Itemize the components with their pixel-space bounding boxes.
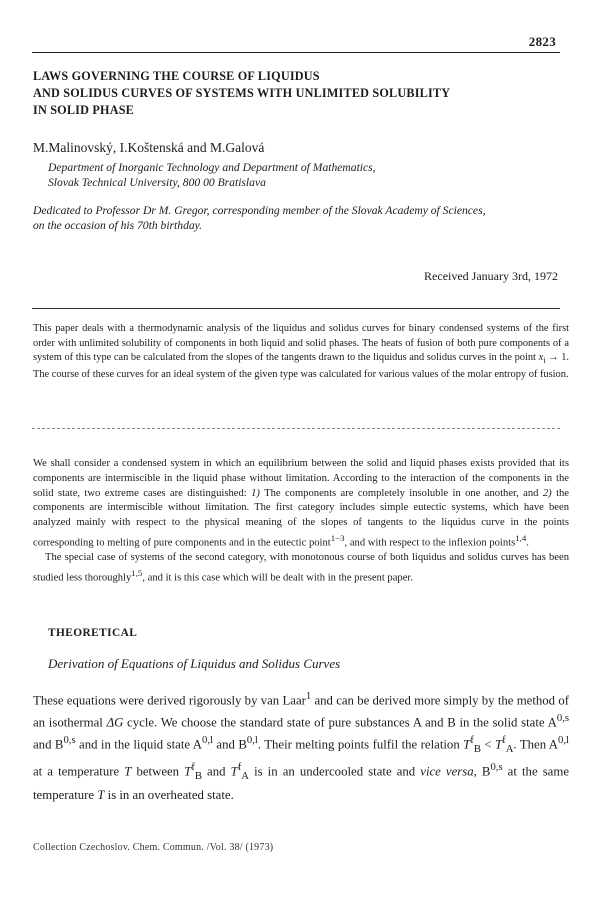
abstract-text-2: → 1. The course of these curves for an ideal system of the given type was calculated for various values of the molar entropy of fusion. <box>33 352 569 381</box>
math-symbol: T <box>495 736 503 751</box>
text: and <box>33 736 55 751</box>
text: . Their melting points fulfil the relation <box>257 736 464 751</box>
intro-paragraph-2 <box>33 551 569 586</box>
author-list: M.Malinovský, I.Koštenská and M.Galová <box>33 140 265 155</box>
math-superscript: f <box>470 734 474 746</box>
text: < <box>480 736 496 751</box>
text: B <box>238 736 247 751</box>
math-symbol: T <box>463 736 471 751</box>
abstract <box>33 322 569 383</box>
math-symbol: T <box>230 764 238 779</box>
citation-superscript: 1−3 <box>330 532 345 543</box>
dedication-line-1: Dedicated to Professor Dr M. Gregor, corresponding member of the Slovak Academy of Sciences, <box>33 204 486 217</box>
math-subscript: A <box>505 743 514 755</box>
affiliation <box>48 160 376 190</box>
intro-text: The components are completely insoluble in one another, and <box>259 487 543 499</box>
text: is in an overheated state. <box>104 788 234 803</box>
text: and can be derived more simply by the method of an isothermal <box>33 693 569 730</box>
math-symbol: ΔG <box>106 715 124 730</box>
theory-paragraph <box>33 688 569 805</box>
title-line-1: LAWS GOVERNING THE COURSE OF LIQUIDUS <box>33 69 320 83</box>
header-rule <box>32 52 560 53</box>
math-superscript: f <box>191 761 195 773</box>
math-subscript: A <box>241 770 249 782</box>
list-number: 1) <box>251 487 260 499</box>
text: at the same temperature <box>33 764 569 803</box>
abstract-rule-top <box>32 308 560 309</box>
introduction <box>33 457 569 586</box>
math-symbol: T <box>124 764 132 779</box>
text: B <box>54 736 64 751</box>
math-subscript: B <box>473 743 481 755</box>
received-date: Received January 3rd, 1972 <box>424 269 558 283</box>
intro-text: the components are intermiscible without limitation. The first category includes simple eutectic systems, which have been analyzed mainly with respect to the physical meaning of the slopes of tangents to the liquidus curve in the points corresponding to melting of pure components and in the eutectic point <box>33 487 570 549</box>
intro-text: We shall consider a condensed system in which an equilibrium between the solid and liquid phases exists provided that its components are intermiscible in the liquid phase without limitation. According to the interaction of the components in the solid state, two extreme cases are distinguished: <box>33 458 569 499</box>
text: . Then A <box>513 736 559 751</box>
citation-superscript: 1,5 <box>131 568 143 579</box>
intro-text: , and with respect to the inflexion points <box>344 537 516 549</box>
abstract-subscript: i <box>543 355 546 366</box>
theory-text <box>33 688 569 805</box>
intro-text: . <box>526 537 529 549</box>
subsection-heading: Derivation of Equations of Liquidus and Solidus Curves <box>48 656 341 671</box>
journal-footer: Collection Czechoslov. Chem. Commun. /Vol. 38/ (1973) <box>33 842 274 853</box>
state-superscript: 0,s <box>556 712 569 724</box>
text: and in the liquid state A <box>75 736 203 751</box>
math-subscript: B <box>194 770 202 782</box>
math-superscript: f <box>502 734 506 746</box>
citation-superscript: 1,4 <box>515 532 527 543</box>
text: between <box>131 764 185 779</box>
state-superscript: 0,l <box>558 734 569 746</box>
text: , B <box>473 764 491 779</box>
article-title <box>33 68 563 119</box>
text: at a temperature <box>33 764 125 779</box>
math-superscript: f <box>237 761 242 773</box>
text: cycle. We choose the standard state of pure substances A and B in the solid state A <box>123 715 557 730</box>
title-line-3: IN SOLID PHASE <box>33 103 135 117</box>
section-heading: THEORETICAL <box>48 627 138 639</box>
state-superscript: 0,s <box>490 761 503 773</box>
affiliation-line-2: Slovak Technical University, 800 00 Bratislava <box>48 176 266 189</box>
abstract-rule-bottom <box>32 428 560 429</box>
page-number: 2823 <box>528 34 556 49</box>
list-number: 2) <box>542 487 552 499</box>
dedication <box>33 203 573 233</box>
math-symbol: T <box>97 788 105 803</box>
text: These equations were derived rigorously by van Laar <box>33 693 306 708</box>
title-line-2: AND SOLIDUS CURVES OF SYSTEMS WITH UNLIMITED SOLUBILITY <box>33 86 451 100</box>
intro-paragraph-1 <box>33 457 569 551</box>
intro-text: The special case of systems of the second category, with monotonous course of both liquidus and solidus curves has been studied less thoroughly <box>33 552 569 584</box>
math-symbol: T <box>184 764 192 779</box>
text: and <box>201 764 231 779</box>
abstract-text-1: This paper deals with a thermodynamic analysis of the liquidus and solidus curves for binary condensed systems of the first order with unlimited solubility of components in both liquid and solid phases. The heats of fusion of both pure components of a system of this type can be calculated from the slopes of the tangents drawn to the liquidus and solidus curves in the point <box>33 323 569 364</box>
state-superscript: 0,s <box>63 734 76 746</box>
abstract-variable: x <box>538 352 544 364</box>
state-superscript: 0,l <box>246 734 258 746</box>
emphasis: vice versa <box>420 764 474 779</box>
citation-superscript: 1 <box>305 691 312 702</box>
text: is in an undercooled state and <box>249 764 421 779</box>
affiliation-line-1: Department of Inorganic Technology and Department of Mathematics, <box>48 161 376 174</box>
text: and <box>213 736 239 751</box>
intro-text: , and it is this case which will be dealt with in the present paper. <box>142 572 414 584</box>
dedication-line-2: on the occasion of his 70th birthday. <box>33 219 203 232</box>
state-superscript: 0,l <box>202 734 213 746</box>
